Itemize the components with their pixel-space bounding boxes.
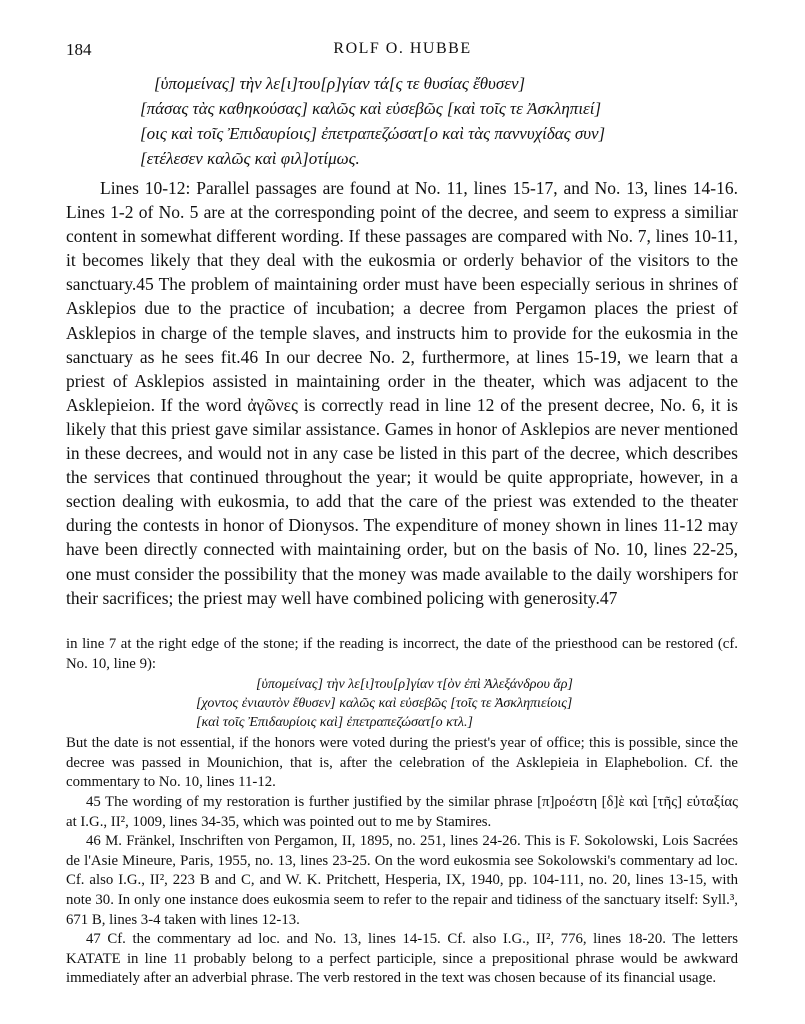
footnote-46: 46 M. Fränkel, Inschriften von Pergamon, II, 1895, no. 251, lines 24-26. This is F. Sokolowski, Lois Sacrées de l'Asie Mineure, Paris, 1955, no. 13, lines 23-25. On the word eukosmia see Sokolowski's commentary ad loc. Cf. also I.G., II², 223 B and C, and W. K. Pritchett, Hesperia, IX, 1940, pp. 104-111, no. 20, lines 13-15, with note 30. In only one instance does eukosmia seem to refer to the repair and tidiness of the sanctuary itself: Syll.³, 671 B, lines 3-4 taken with lines 12-13.	[66, 833, 738, 928]
footnote-greek-block	[66, 675, 738, 732]
commentary-paragraph: Lines 10-12: Parallel passages are found at No. 11, lines 15-17, and No. 13, lines 14-16. Lines 1-2 of No. 5 are at the corresponding point of the decree, and seem to express a similiar content in somewhat different wording. If these passages are compared with No. 7, lines 10-11, it becomes likely that they deal with the eukosmia or orderly behavior of the visitors to the sanctuary.45 The problem of maintaining order must have been especially serious in shrines of Asklepios due to the practice of incubation; a decree from Pergamon places the priest of Asklepios in charge of the temple slaves, and instructs him to provide for the eukosmia in the sanctuary as he sees fit.46 In our decree No. 2, furthermore, at lines 15-19, we learn that a priest of Asklepios assisted in maintaining order in the theater, which was adjacent to the Asklepieion. If the word ἀγῶνες is correctly read in line 12 of the present decree, No. 6, it is likely that this priest gave similar assistance. Games in honor of Asklepios are never mentioned in these decrees, and would not in any case be listed in this part of the decree, which describes the services that continued throughout the year; it would be quite appropriate, however, in a section dealing with eukosmia, to add that the care of the priest was extended to the theater during the contests in honor of Dionysos. The expenditure of money shown in lines 11-12 may have been directly connected with maintaining order, but on the basis of No. 10, lines 22-25, one must consider the possibility that the money was made available to the daily worshipers for their sacrifices; the priest may well have combined policing with generosity.47	[66, 178, 738, 608]
footnote-greek-line-2: [χοντος ἐνιαυτὸν ἔθυσεν] καλῶς καὶ εὐσεβῶς [τοῖς τε Ἀσκληπιείοις]	[196, 696, 573, 712]
footnote-greek-line-1: [ὑπομείνας] τὴν λε[ι]του[ρ]γίαν τ[ὸν ἐπὶ Ἀλεξάνδρου ἄρ]	[256, 677, 573, 693]
footnote-47: 47 Cf. the commentary ad loc. and No. 13, lines 14-15. Cf. also I.G., II², 776, lines 18-20. The letters KATATE in line 11 probably belong to a perfect participle, since a prepositional phrase would be awkward immediately after an adverbial phrase. The verb restored in the text was chosen because of its financial usage.	[66, 931, 738, 987]
greek-line-1: [ὑπομείνας] τὴν λε[ι]του[ρ]γίαν τά[ς τε θυσίας ἔθυσεν]	[154, 74, 526, 93]
footnote-45: 45 The wording of my restoration is further justified by the similar phrase [π]ροέστη [δ]ὲ καὶ [τῆς] εὐταξίας at I.G., II², 1009, lines 34-35, which was pointed out to me by Stamires.	[66, 793, 738, 830]
running-head: ROLF O. HUBBE	[333, 40, 472, 57]
greek-line-2: [πάσας τὰς καθηκούσας] καλῶς καὶ εὐσεβῶς [καὶ τοῖς τε Ἀσκληπιεί]	[140, 99, 602, 118]
greek-line-3: [οις καὶ τοῖς Ἐπιδαυρίοις] ἐπετραπεζώσατ[ο καὶ τὰς παννυχίδας συν]	[140, 124, 606, 143]
page-header	[66, 40, 739, 62]
greek-inscription-block	[140, 71, 740, 171]
main-text	[66, 176, 738, 610]
page-number: 184	[66, 40, 92, 59]
footnote-greek-line-3: [καὶ τοῖς Ἐπιδαυρίοις καὶ] ἐπετραπεζώσατ[ο κτλ.]	[196, 715, 473, 731]
greek-line-4: [ετέλεσεν καλῶς καὶ φιλ]οτίμως.	[140, 149, 360, 168]
footnotes	[66, 635, 738, 989]
footnote-continuation: in line 7 at the right edge of the stone; if the reading is incorrect, the date of the priesthood can be restored (cf. No. 10, line 9):	[66, 636, 738, 672]
footnote-after-greek: But the date is not essential, if the honors were voted during the priest's year of office; this is possible, since the decree was passed in Mounichion, that is, after the celebration of the Asklepieia in Elaphebolion. Cf. the commentary to No. 10, lines 11-12.	[66, 735, 738, 791]
